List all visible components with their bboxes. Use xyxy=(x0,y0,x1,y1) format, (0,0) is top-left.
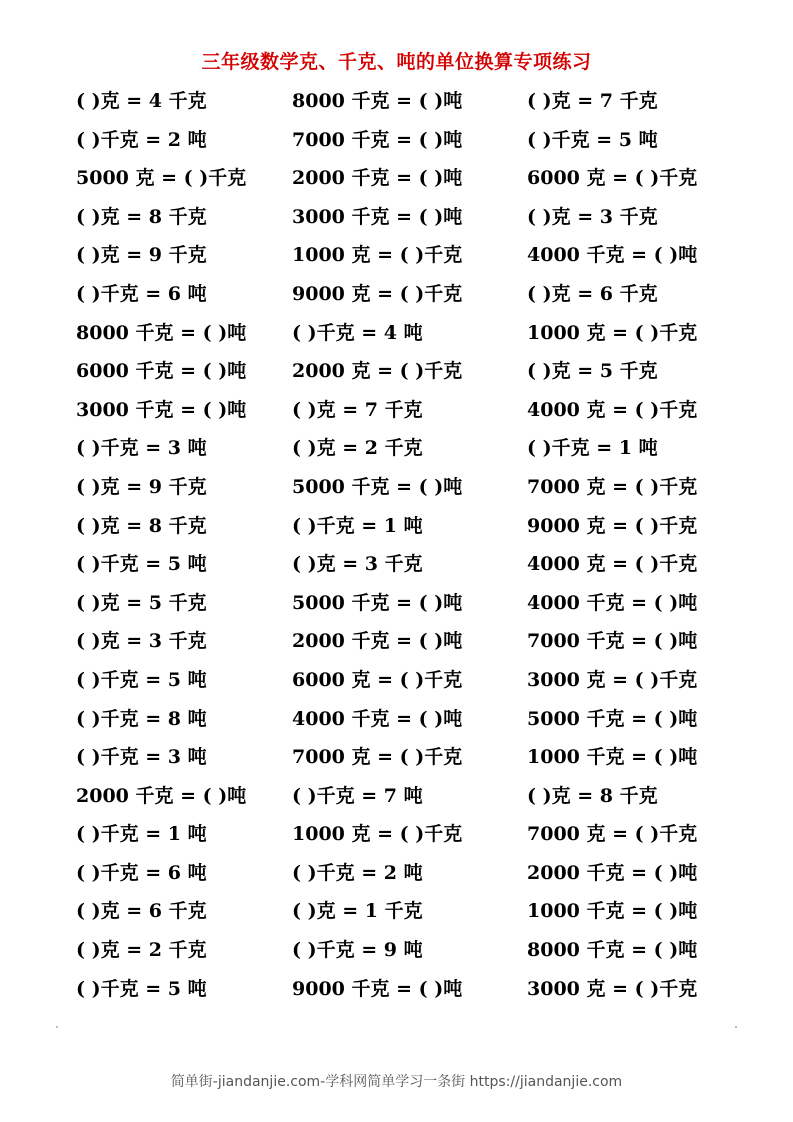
exercise-item: 1000 克 = ( )千克 xyxy=(527,321,698,344)
exercise-item: 1000 克 = ( )千克 xyxy=(292,823,463,846)
exercise-item: ( )克 = 2 千克 xyxy=(292,437,423,460)
exercise-row xyxy=(0,163,793,202)
exercise-item: ( )千克 = 3 吨 xyxy=(76,746,207,769)
exercise-item: 5000 千克 = ( )吨 xyxy=(292,591,463,614)
exercise-item: ( )千克 = 5 吨 xyxy=(76,977,207,1000)
exercise-row xyxy=(0,588,793,627)
exercise-row xyxy=(0,704,793,743)
exercise-row xyxy=(0,858,793,897)
exercise-item: ( )克 = 6 千克 xyxy=(76,900,207,923)
exercise-item: 9000 千克 = ( )吨 xyxy=(292,977,463,1000)
exercise-item: ( )克 = 5 千克 xyxy=(527,360,658,383)
exercise-item: 4000 克 = ( )千克 xyxy=(527,553,698,576)
exercise-row xyxy=(0,974,793,1013)
exercise-row xyxy=(0,125,793,164)
exercise-row xyxy=(0,665,793,704)
exercise-row xyxy=(0,935,793,974)
exercise-row xyxy=(0,472,793,511)
exercise-item: 4000 千克 = ( )吨 xyxy=(527,591,698,614)
page-title: 三年级数学克、千克、吨的单位换算专项练习 xyxy=(201,51,592,73)
exercise-item: 4000 千克 = ( )吨 xyxy=(527,244,698,267)
exercise-item: 5000 克 = ( )千克 xyxy=(76,167,247,190)
exercise-item: 1000 克 = ( )千克 xyxy=(292,244,463,267)
exercise-item: 2000 千克 = ( )吨 xyxy=(527,861,698,884)
exercise-item: 7000 克 = ( )千克 xyxy=(527,823,698,846)
exercise-item: 7000 克 = ( )千克 xyxy=(527,475,698,498)
exercise-item: 1000 千克 = ( )吨 xyxy=(527,900,698,923)
exercise-item: 8000 千克 = ( )吨 xyxy=(292,90,463,112)
exercise-item: 1000 千克 = ( )吨 xyxy=(527,746,698,769)
exercise-item: ( )克 = 2 千克 xyxy=(76,939,207,962)
exercise-row xyxy=(0,781,793,820)
exercise-item: 6000 克 = ( )千克 xyxy=(292,668,463,691)
exercise-item: ( )克 = 9 千克 xyxy=(76,244,207,267)
exercise-item: ( )克 = 5 千克 xyxy=(76,591,207,614)
exercise-item: ( )千克 = 5 吨 xyxy=(76,553,207,576)
exercise-row xyxy=(0,202,793,241)
exercise-item: 9000 克 = ( )千克 xyxy=(527,514,698,537)
exercise-row xyxy=(0,626,793,665)
exercise-item: 8000 千克 = ( )吨 xyxy=(76,321,247,344)
exercise-item: 7000 千克 = ( )吨 xyxy=(527,630,698,653)
exercise-item: ( )千克 = 7 吨 xyxy=(292,784,423,807)
exercise-item: 7000 克 = ( )千克 xyxy=(292,746,463,769)
exercise-item: ( )克 = 3 千克 xyxy=(76,630,207,653)
exercise-item: ( )克 = 6 千克 xyxy=(527,282,658,305)
exercise-item: ( )克 = 8 千克 xyxy=(527,784,658,807)
exercise-item: ( )千克 = 1 吨 xyxy=(527,437,658,460)
exercise-item: ( )克 = 4 千克 xyxy=(76,90,207,112)
exercise-item: ( )克 = 3 千克 xyxy=(527,205,658,228)
exercise-row xyxy=(0,742,793,781)
page-corner-mark xyxy=(735,1026,737,1028)
exercise-row xyxy=(0,896,793,935)
exercise-item: 4000 克 = ( )千克 xyxy=(527,398,698,421)
exercise-row xyxy=(0,279,793,318)
exercise-item: ( )克 = 8 千克 xyxy=(76,205,207,228)
exercise-item: ( )千克 = 6 吨 xyxy=(76,282,207,305)
exercise-item: 7000 千克 = ( )吨 xyxy=(292,128,463,151)
exercise-row xyxy=(0,356,793,395)
footer-watermark: 简单街-jiandanjie.com-学科网简单学习一条街 https://jiandanjie.com xyxy=(170,1074,623,1090)
exercise-item: 9000 克 = ( )千克 xyxy=(292,282,463,305)
exercise-item: ( )千克 = 6 吨 xyxy=(76,861,207,884)
exercise-item: 2000 千克 = ( )吨 xyxy=(292,630,463,653)
exercise-row xyxy=(0,318,793,357)
exercise-row xyxy=(0,433,793,472)
exercise-item: ( )克 = 7 千克 xyxy=(292,398,423,421)
exercise-item: ( )克 = 9 千克 xyxy=(76,475,207,498)
exercise-row xyxy=(0,86,793,125)
exercise-item: ( )千克 = 1 吨 xyxy=(292,514,423,537)
exercise-item: ( )千克 = 2 吨 xyxy=(292,861,423,884)
exercise-item: 3000 千克 = ( )吨 xyxy=(76,398,247,421)
exercise-item: ( )克 = 3 千克 xyxy=(292,553,423,576)
exercise-item: ( )千克 = 3 吨 xyxy=(76,437,207,460)
page-corner-mark xyxy=(56,1026,58,1028)
exercise-item: 8000 千克 = ( )吨 xyxy=(527,939,698,962)
exercise-item: 2000 千克 = ( )吨 xyxy=(292,167,463,190)
exercise-item: ( )克 = 8 千克 xyxy=(76,514,207,537)
exercise-item: ( )千克 = 8 吨 xyxy=(76,707,207,730)
exercise-item: 4000 千克 = ( )吨 xyxy=(292,707,463,730)
exercise-item: ( )千克 = 1 吨 xyxy=(76,823,207,846)
exercise-item: 5000 千克 = ( )吨 xyxy=(292,475,463,498)
exercise-item: ( )千克 = 4 吨 xyxy=(292,321,423,344)
exercise-item: ( )千克 = 2 吨 xyxy=(76,128,207,151)
exercise-item: ( )克 = 1 千克 xyxy=(292,900,423,923)
exercise-item: ( )千克 = 9 吨 xyxy=(292,939,423,962)
exercise-row xyxy=(0,511,793,550)
exercise-row xyxy=(0,395,793,434)
exercise-row xyxy=(0,549,793,588)
exercise-row xyxy=(0,819,793,858)
exercise-item: ( )千克 = 5 吨 xyxy=(527,128,658,151)
exercise-item: 2000 千克 = ( )吨 xyxy=(76,784,247,807)
exercise-item: 3000 克 = ( )千克 xyxy=(527,668,698,691)
exercise-item: 5000 千克 = ( )吨 xyxy=(527,707,698,730)
exercise-item: 2000 克 = ( )千克 xyxy=(292,360,463,383)
exercise-item: ( )千克 = 5 吨 xyxy=(76,668,207,691)
exercise-item: ( )克 = 7 千克 xyxy=(527,90,658,112)
exercise-item: 3000 克 = ( )千克 xyxy=(527,977,698,1000)
exercise-item: 6000 克 = ( )千克 xyxy=(527,167,698,190)
exercise-item: 6000 千克 = ( )吨 xyxy=(76,360,247,383)
exercise-row xyxy=(0,240,793,279)
exercise-grid xyxy=(0,86,793,1012)
exercise-item: 3000 千克 = ( )吨 xyxy=(292,205,463,228)
